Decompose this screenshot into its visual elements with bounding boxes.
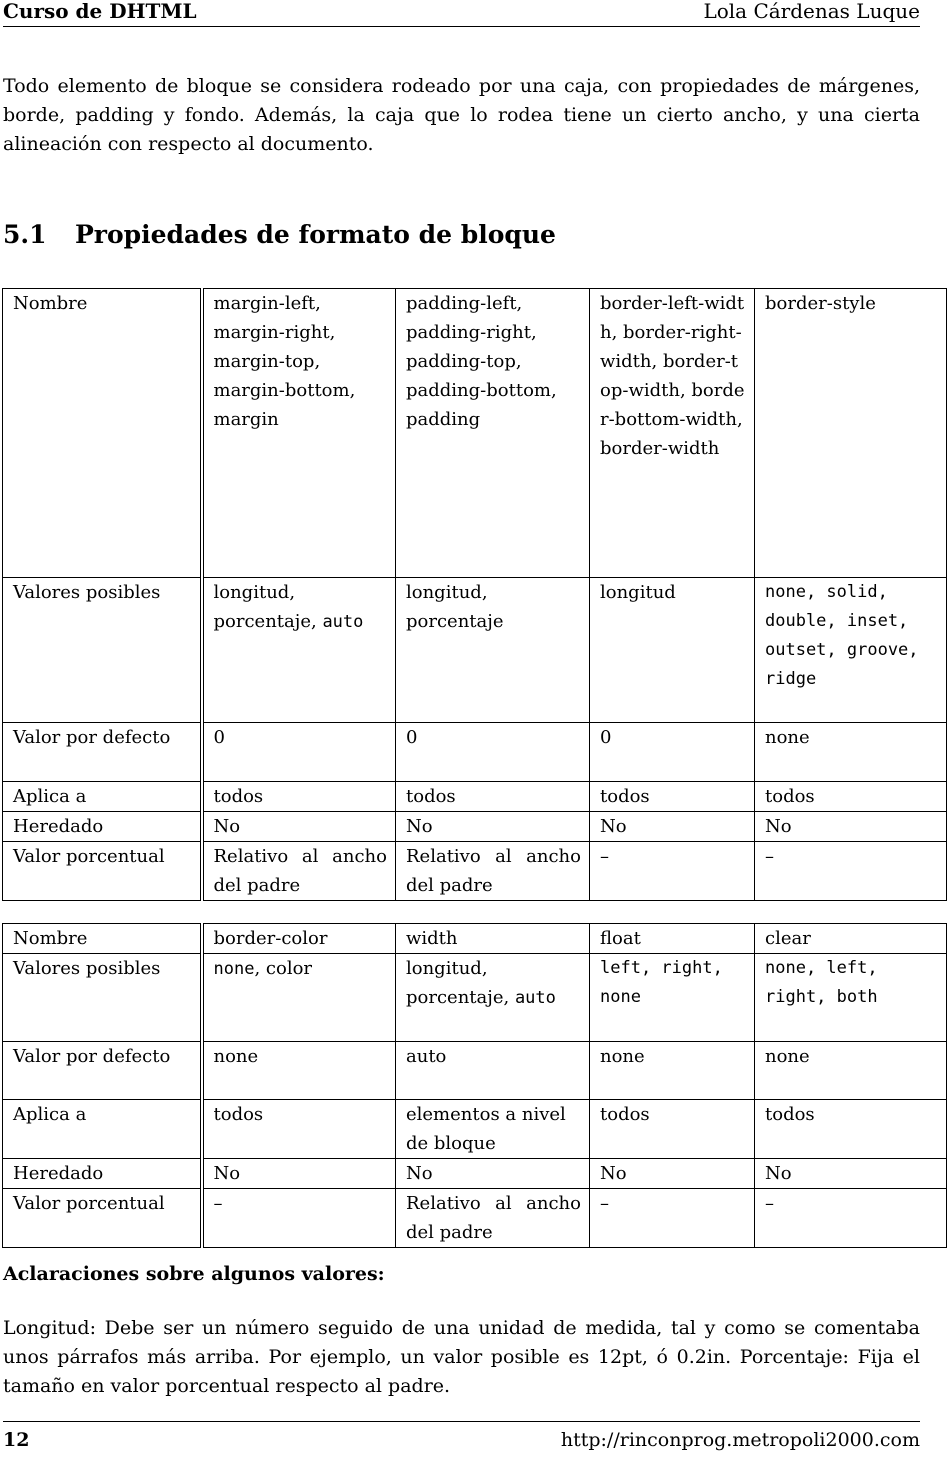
table-cell: –: [590, 1189, 755, 1248]
block-properties-table-2: [2, 923, 947, 1248]
notes-paragraph: Longitud: Debe ser un número seguido de una unidad de medida, tal y como se comentaba unos párrafos más arriba. Por ejemplo, un valor posible es 12pt, ó 0.2in. Porcentaje: Fija el tamaño en valor porcentual respecto al padre.: [3, 1317, 920, 1397]
table-cell: todos: [590, 1100, 755, 1159]
table-cell: [202, 578, 396, 723]
table-row: [3, 954, 947, 1042]
table-cell: longitud, porcentaje: [396, 578, 590, 723]
table-cell: auto: [396, 1042, 590, 1100]
table-cell: No: [755, 1159, 947, 1189]
table-cell: margin-left, margin-right, margin-top, margin-bottom, margin: [202, 289, 396, 578]
table-cell: float: [590, 924, 755, 954]
table-cell: todos: [755, 782, 947, 812]
table-row: [3, 289, 947, 578]
row-label: Valores posibles: [3, 954, 202, 1042]
table-cell: todos: [202, 1100, 396, 1159]
row-label: Heredado: [3, 812, 202, 842]
page-number: 12: [3, 1429, 30, 1451]
table-cell: border-left-width, border-right-width, border-top-width, border-bottom-width, border-width: [590, 289, 755, 578]
header-course-title: Curso de DHTML: [3, 0, 197, 23]
header-author: Lola Cárdenas Luque: [703, 0, 920, 23]
table-cell: border-color: [202, 924, 396, 954]
table-cell: [202, 954, 396, 1042]
page-header: [3, 0, 920, 27]
row-label: Heredado: [3, 1159, 202, 1189]
table-row: [3, 812, 947, 842]
table-cell: none, solid, double, inset, outset, groove, ridge: [755, 578, 947, 723]
row-label: Nombre: [3, 924, 202, 954]
table-cell: clear: [755, 924, 947, 954]
table-cell: longitud: [590, 578, 755, 723]
row-label: Aplica a: [3, 782, 202, 812]
table-cell: No: [590, 812, 755, 842]
table-cell: Relativo al ancho del padre: [396, 1189, 590, 1248]
table-cell: none: [590, 1042, 755, 1100]
table-cell: border-style: [755, 289, 947, 578]
row-label: Valor por defecto: [3, 723, 202, 782]
row-label: Aplica a: [3, 1100, 202, 1159]
intro-paragraph: Todo elemento de bloque se considera rodeado por una caja, con propiedades de márgenes, borde, padding y fondo. Además, la caja que lo rodea tiene un cierto ancho, y una cierta alineación con respecto al documento.: [3, 75, 920, 155]
table-cell: Relativo al ancho del padre: [396, 842, 590, 901]
table-cell: none: [755, 723, 947, 782]
table-cell: 0: [202, 723, 396, 782]
cell-code: none: [213, 959, 255, 979]
cell-code: auto: [322, 612, 364, 632]
table-cell: No: [590, 1159, 755, 1189]
table-cell: todos: [590, 782, 755, 812]
table-row: [3, 1159, 947, 1189]
notes-heading: Aclaraciones sobre algunos valores:: [3, 1263, 385, 1285]
table-cell: none: [755, 1042, 947, 1100]
row-label: Valor porcentual: [3, 1189, 202, 1248]
table-cell: No: [755, 812, 947, 842]
table-cell: No: [396, 812, 590, 842]
table-cell: –: [755, 842, 947, 901]
table-cell: 0: [396, 723, 590, 782]
table-row: [3, 1100, 947, 1159]
table-cell: padding-left, padding-right, padding-top, padding-bottom, padding: [396, 289, 590, 578]
table-cell: todos: [755, 1100, 947, 1159]
table-cell: [396, 954, 590, 1042]
table-cell: No: [396, 1159, 590, 1189]
table-cell: 0: [590, 723, 755, 782]
table-row: [3, 1189, 947, 1248]
row-label: Valor porcentual: [3, 842, 202, 901]
table-cell: todos: [202, 782, 396, 812]
table-row: [3, 842, 947, 901]
table-cell: none: [202, 1042, 396, 1100]
cell-text: longitud, porcentaje,: [406, 958, 515, 1008]
row-label: Valores posibles: [3, 578, 202, 723]
section-number: 5.1: [3, 220, 47, 249]
table-row: [3, 782, 947, 812]
table-cell: elementos a nivel de bloque: [396, 1100, 590, 1159]
table-row: [3, 924, 947, 954]
cell-text: , color: [254, 958, 313, 979]
table-cell: –: [590, 842, 755, 901]
table-row: [3, 723, 947, 782]
table-cell: –: [755, 1189, 947, 1248]
table-cell: left, right, none: [590, 954, 755, 1042]
table-cell: width: [396, 924, 590, 954]
cell-code: auto: [514, 988, 556, 1008]
row-label: Valor por defecto: [3, 1042, 202, 1100]
table-cell: Relativo al ancho del padre: [202, 842, 396, 901]
block-properties-table-1: [2, 288, 947, 901]
table-cell: none, left, right, both: [755, 954, 947, 1042]
table-cell: –: [202, 1189, 396, 1248]
row-label: Nombre: [3, 289, 202, 578]
footer-url: http://rinconprog.metropoli2000.com: [560, 1429, 920, 1451]
table-cell: todos: [396, 782, 590, 812]
table-row: [3, 578, 947, 723]
table-cell: No: [202, 1159, 396, 1189]
page-footer: [3, 1421, 920, 1452]
cell-text: longitud, porcentaje,: [213, 582, 323, 632]
section-title: Propiedades de formato de bloque: [75, 220, 556, 249]
section-heading: [3, 220, 556, 249]
table-cell: No: [202, 812, 396, 842]
table-row: [3, 1042, 947, 1100]
